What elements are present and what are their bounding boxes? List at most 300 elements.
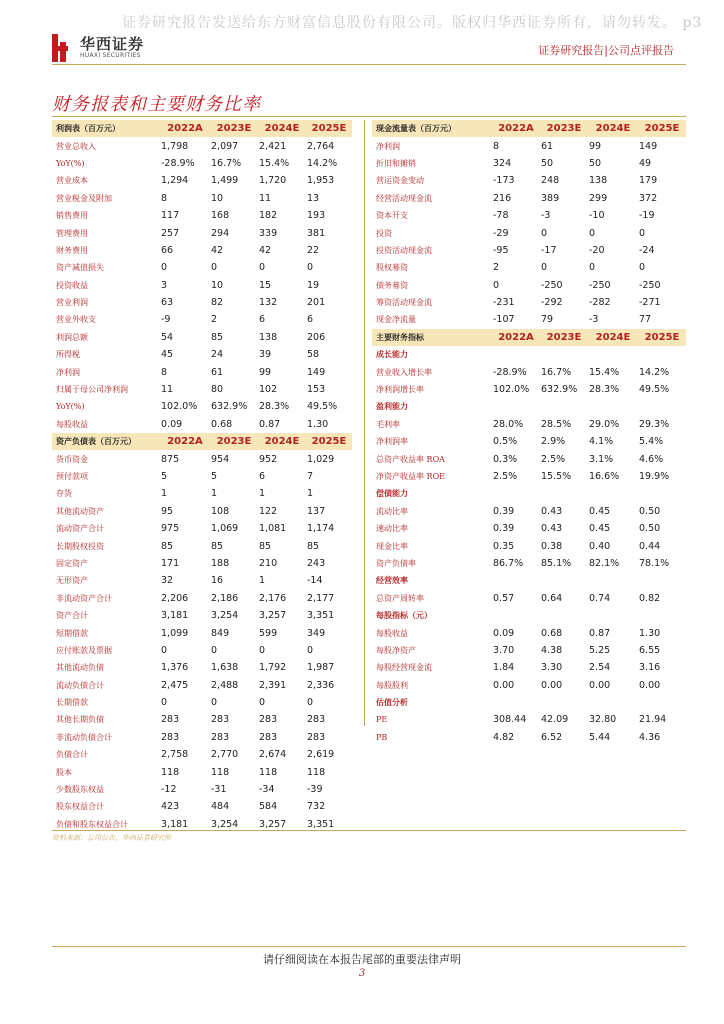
row-value: 28.5%	[541, 418, 572, 430]
row-value: 632.9%	[211, 401, 248, 413]
row-value: 0.09	[161, 418, 183, 430]
table-row	[372, 468, 686, 485]
table-row	[52, 763, 352, 780]
year-header: 2025E	[638, 120, 686, 137]
row-value: 85	[211, 331, 224, 343]
row-value: 210	[259, 557, 278, 569]
row-value: 1,069	[211, 523, 239, 535]
row-value: 0	[307, 697, 314, 709]
row-value: 283	[211, 714, 230, 726]
row-value: 188	[211, 557, 230, 569]
row-value: 0	[161, 644, 168, 656]
row-value: 14.2%	[639, 366, 670, 378]
table-row	[52, 607, 352, 624]
year-header: 2024E	[258, 120, 306, 137]
row-value: 193	[307, 210, 326, 222]
row-value: -12	[161, 784, 177, 796]
row-value: 28.0%	[493, 418, 524, 430]
year-header: 2024E	[588, 329, 638, 346]
table-row	[52, 503, 352, 520]
row-value: 283	[211, 731, 230, 743]
table-row	[372, 259, 686, 276]
category-label: 偿债能力	[376, 488, 408, 499]
row-label: 其他流动负债	[56, 663, 104, 673]
row-value: 1	[161, 488, 168, 500]
row-value: 2,206	[161, 592, 189, 604]
row-label: 总资产周转率	[376, 593, 424, 603]
row-value: 19.9%	[639, 471, 670, 482]
row-value: 85	[161, 540, 174, 552]
row-label: 资产负债率	[376, 558, 416, 568]
row-value: 0	[639, 262, 646, 274]
year-header: 2022A	[160, 433, 210, 450]
row-value: 1,376	[161, 662, 189, 674]
row-value: 732	[307, 801, 326, 813]
row-value: 339	[259, 227, 278, 239]
row-value: 206	[307, 331, 326, 343]
row-value: 4.36	[639, 731, 661, 743]
category-row	[372, 694, 686, 711]
row-label: 流动比率	[376, 506, 408, 516]
row-value: 381	[307, 227, 326, 239]
row-value: 49.5%	[639, 384, 670, 396]
row-value: 6	[307, 314, 314, 326]
row-value: 3,257	[259, 818, 287, 830]
table-section-title: 利润表（百万元）	[52, 120, 160, 137]
row-label: 资产减值损失	[56, 263, 104, 273]
category-row	[372, 485, 686, 502]
row-value: 182	[259, 210, 278, 222]
row-value: -17	[541, 244, 557, 256]
table-row	[52, 172, 352, 189]
row-value: 2,421	[259, 140, 287, 152]
row-value: 2,764	[307, 140, 335, 152]
row-value: 283	[161, 731, 180, 743]
row-value: 0.00	[589, 679, 611, 691]
row-label: 预付款项	[56, 472, 88, 481]
row-value: 15.4%	[259, 157, 290, 169]
row-label: 投资收益	[56, 280, 88, 290]
row-value: 5	[161, 471, 168, 482]
row-value: -3	[541, 210, 551, 222]
row-label: 固定资产	[56, 558, 88, 568]
year-header: 2023E	[540, 120, 588, 137]
row-value: 1,638	[211, 662, 239, 674]
row-label: 净利润	[56, 367, 80, 377]
row-value: 50	[541, 157, 554, 169]
row-value: 0.40	[589, 540, 611, 552]
table-bottom-divider	[52, 830, 686, 831]
category-row	[372, 607, 686, 624]
row-value: 4.1%	[589, 436, 614, 448]
row-value: 4.38	[541, 644, 563, 656]
row-value: 1,099	[161, 627, 189, 639]
table-header-row	[372, 120, 686, 137]
row-value: 1,987	[307, 662, 335, 674]
table-row	[52, 555, 352, 572]
row-label: YoY(%)	[56, 402, 85, 412]
company-logo	[52, 34, 172, 64]
table-row	[52, 277, 352, 294]
row-value: 0.39	[493, 523, 515, 535]
row-value: 58	[307, 349, 320, 361]
row-value: 63	[161, 297, 174, 309]
row-value: 1,294	[161, 175, 189, 187]
row-value: 6	[259, 314, 266, 326]
row-label: 货币资金	[56, 454, 88, 464]
category-row	[372, 572, 686, 589]
row-value: 0.00	[639, 679, 661, 691]
row-value: 16.7%	[211, 157, 242, 169]
row-value: 0.45	[589, 523, 611, 535]
row-value: 5.4%	[639, 436, 664, 448]
row-value: 294	[211, 227, 230, 239]
table-row	[372, 555, 686, 572]
row-value: 0.68	[541, 627, 563, 639]
row-value: 0	[541, 227, 548, 239]
row-value: 42	[259, 244, 272, 256]
row-value: 6.55	[639, 644, 661, 656]
row-label: 所得税	[56, 350, 80, 360]
row-value: -14	[307, 575, 323, 587]
row-value: 0	[211, 644, 218, 656]
row-value: 1	[259, 488, 266, 500]
row-value: 2.9%	[541, 436, 566, 448]
row-value: 61	[211, 366, 224, 378]
row-label: 非流动负债合计	[56, 732, 112, 742]
row-value: 153	[307, 384, 326, 396]
year-header: 2023E	[210, 120, 258, 137]
row-value: 283	[307, 731, 326, 743]
table-header-row	[52, 433, 352, 450]
table-row	[52, 659, 352, 676]
row-label: 财务费用	[56, 245, 88, 255]
table-row	[372, 416, 686, 433]
row-value: 1,499	[211, 175, 239, 187]
row-value: 201	[307, 297, 326, 309]
row-value: 1.84	[493, 662, 515, 674]
row-value: 66	[161, 244, 174, 256]
table-row	[52, 781, 352, 798]
row-value: 1,798	[161, 140, 189, 152]
row-value: 952	[259, 453, 278, 465]
row-value: 0.00	[493, 679, 515, 691]
row-value: 2,336	[307, 679, 335, 691]
row-value: 99	[589, 140, 602, 152]
row-value: 0.38	[541, 540, 563, 552]
row-value: -28.9%	[493, 366, 527, 378]
row-value: 5	[211, 471, 218, 482]
row-value: 308.44	[493, 714, 527, 726]
table-row	[52, 450, 352, 467]
category-row	[372, 346, 686, 363]
row-value: 3,254	[211, 610, 239, 622]
table-row	[372, 711, 686, 728]
row-label: 投资活动现金流	[376, 245, 432, 255]
row-value: 3,254	[211, 818, 239, 830]
row-value: 0	[307, 644, 314, 656]
row-label: 总资产收益率 ROA	[376, 454, 445, 464]
row-value: 29.0%	[589, 418, 620, 430]
row-value: 15.4%	[589, 366, 620, 378]
row-label: 净资产收益率 ROE	[376, 472, 445, 481]
row-value: 29.3%	[639, 418, 670, 430]
row-value: 50	[589, 157, 602, 169]
row-value: -29	[493, 227, 509, 239]
table-row	[52, 624, 352, 641]
row-value: 2.5%	[493, 471, 518, 482]
row-value: 0	[589, 262, 596, 274]
row-value: 85	[211, 540, 224, 552]
row-value: 0.50	[639, 505, 661, 517]
row-value: 19	[307, 279, 320, 291]
row-value: 3,351	[307, 610, 335, 622]
row-value: 3.30	[541, 662, 563, 674]
row-value: 54	[161, 331, 174, 343]
header-divider	[52, 64, 686, 65]
table-row	[52, 294, 352, 311]
row-label: 非流动资产合计	[56, 593, 112, 603]
row-label: 每股收益	[376, 628, 408, 638]
row-value: 1	[307, 488, 314, 500]
row-value: 32	[161, 575, 174, 587]
income-and-balance-table	[52, 120, 352, 833]
row-label: 资本开支	[376, 211, 408, 221]
row-label: 利润总额	[56, 332, 88, 342]
row-value: 1,081	[259, 523, 287, 535]
row-value: 2	[211, 314, 218, 326]
row-value: -24	[639, 244, 655, 256]
row-value: 22	[307, 244, 320, 256]
row-label: 每股经营现金流	[376, 663, 432, 673]
row-label: 折旧和摊销	[376, 158, 416, 168]
row-label: PB	[376, 732, 388, 742]
table-row	[52, 520, 352, 537]
row-value: 3,351	[307, 818, 335, 830]
title-divider	[52, 116, 686, 117]
row-label: 销售费用	[56, 211, 88, 221]
row-label: 流动负债合计	[56, 680, 104, 690]
row-value: 1,720	[259, 175, 287, 187]
row-label: 营业外收支	[56, 315, 96, 325]
row-label: 营业利润	[56, 298, 88, 308]
row-value: 5.25	[589, 644, 611, 656]
row-value: 85.1%	[541, 557, 572, 569]
table-row	[52, 137, 352, 154]
row-value: 0.39	[493, 505, 515, 517]
row-value: 599	[259, 627, 278, 639]
legal-notice: 请仔细阅读在本报告尾部的重要法律声明	[263, 953, 461, 966]
table-row	[372, 450, 686, 467]
row-value: 16	[211, 575, 224, 587]
row-value: 132	[259, 297, 278, 309]
page-number: 3	[358, 968, 366, 979]
row-value: 954	[211, 453, 230, 465]
row-label: 现金比率	[376, 541, 408, 551]
row-value: 0.00	[541, 679, 563, 691]
row-value: 2,186	[211, 592, 239, 604]
row-value: 2,770	[211, 749, 239, 761]
row-value: 0	[639, 227, 646, 239]
row-value: 0	[161, 697, 168, 709]
table-row	[372, 590, 686, 607]
year-header: 2023E	[210, 433, 258, 450]
table-section-title: 资产负债表（百万元）	[52, 433, 160, 450]
row-value: 86.7%	[493, 557, 524, 569]
category-row	[372, 398, 686, 415]
row-value: -250	[639, 279, 661, 291]
row-value: 8	[161, 366, 168, 378]
row-value: -31	[211, 784, 227, 796]
row-value: 283	[161, 714, 180, 726]
table-header-row	[52, 120, 352, 137]
row-value: -3	[589, 314, 599, 326]
table-header-row	[372, 329, 686, 346]
row-value: -19	[639, 210, 655, 222]
table-row	[372, 729, 686, 746]
row-value: 299	[589, 192, 608, 204]
table-row	[372, 503, 686, 520]
row-value: 0.74	[589, 592, 611, 604]
row-value: 42	[211, 244, 224, 256]
column-divider	[364, 120, 365, 726]
row-value: 42.09	[541, 714, 569, 726]
table-row	[372, 155, 686, 172]
row-value: 28.3%	[259, 401, 290, 413]
row-value: 99	[259, 366, 272, 378]
table-row	[52, 155, 352, 172]
row-value: 6.52	[541, 731, 563, 743]
row-label: YoY(%)	[56, 158, 85, 168]
table-row	[52, 363, 352, 380]
row-value: 0.43	[541, 505, 563, 517]
row-value: 108	[211, 505, 230, 517]
row-value: 2,674	[259, 749, 287, 761]
row-label: 营业税金及附加	[56, 193, 112, 203]
table-row	[372, 433, 686, 450]
row-value: 3.1%	[589, 453, 614, 465]
year-header: 2025E	[306, 433, 352, 450]
row-value: -20	[589, 244, 605, 256]
row-label: 营运资金变动	[376, 176, 424, 186]
row-value: 2,475	[161, 679, 189, 691]
row-value: 0.50	[639, 523, 661, 535]
row-value: 0.44	[639, 540, 661, 552]
category-label: 经营效率	[376, 575, 408, 586]
row-label: 速动比率	[376, 524, 408, 534]
row-value: 1.30	[307, 418, 329, 430]
row-value: 11	[161, 384, 174, 396]
row-value: 82	[211, 297, 224, 309]
row-value: 3.16	[639, 662, 661, 674]
row-value: 32.80	[589, 714, 617, 726]
row-value: 118	[211, 766, 230, 778]
table-row	[52, 642, 352, 659]
table-row	[52, 677, 352, 694]
row-label: 长期股权投资	[56, 541, 104, 551]
row-value: 5.44	[589, 731, 611, 743]
row-value: 16.6%	[589, 471, 620, 482]
row-label: 筹资活动现金流	[376, 298, 432, 308]
row-value: 283	[259, 714, 278, 726]
row-value: -34	[259, 784, 275, 796]
table-row	[372, 172, 686, 189]
row-value: 11	[259, 192, 272, 204]
row-value: 138	[589, 175, 608, 187]
table-row	[52, 468, 352, 485]
table-row	[52, 190, 352, 207]
row-value: 117	[161, 210, 180, 222]
table-section-title: 现金流量表（百万元）	[372, 120, 492, 137]
row-label: PE	[376, 715, 388, 725]
table-row	[372, 659, 686, 676]
row-label: 应付账款及票据	[56, 645, 112, 655]
row-label: 净利润	[376, 141, 400, 151]
logo-chinese-name: 华西证券	[80, 35, 145, 53]
row-value: 118	[259, 766, 278, 778]
row-label: 经营活动现金流	[376, 193, 432, 203]
table-row	[372, 294, 686, 311]
row-value: 16.7%	[541, 366, 572, 378]
row-value: 21.94	[639, 714, 667, 726]
row-value: 0	[161, 262, 168, 274]
row-value: 423	[161, 801, 180, 813]
row-label: 股东权益合计	[56, 802, 104, 812]
row-value: 79	[541, 314, 554, 326]
row-value: 0	[493, 279, 500, 291]
row-value: 15.5%	[541, 471, 572, 482]
table-row	[372, 277, 686, 294]
row-value: 632.9%	[541, 384, 578, 396]
year-header: 2023E	[540, 329, 588, 346]
row-value: -173	[493, 175, 515, 187]
row-value: 875	[161, 453, 180, 465]
row-value: 149	[307, 366, 326, 378]
row-value: 2,488	[211, 679, 239, 691]
row-value: 102.0%	[161, 401, 198, 413]
row-label: 营业总收入	[56, 141, 96, 151]
row-value: 137	[307, 505, 326, 517]
row-value: -282	[589, 297, 611, 309]
row-value: 2,176	[259, 592, 287, 604]
row-value: 24	[211, 349, 224, 361]
row-value: 484	[211, 801, 230, 813]
row-label: 每股股利	[376, 680, 408, 690]
row-value: -9	[161, 314, 171, 326]
row-value: 584	[259, 801, 278, 813]
row-value: 0.35	[493, 540, 515, 552]
table-row	[52, 224, 352, 241]
section-title: 财务报表和主要财务比率	[52, 94, 261, 115]
table-row	[372, 311, 686, 328]
row-value: 0.87	[259, 418, 281, 430]
row-value: 0	[541, 262, 548, 274]
row-value: 2,177	[307, 592, 335, 604]
year-header: 2024E	[588, 120, 638, 137]
category-label: 盈利能力	[376, 401, 408, 412]
row-label: 债务募资	[376, 280, 408, 290]
row-label: 负债合计	[56, 750, 88, 760]
row-value: 2,391	[259, 679, 287, 691]
row-value: 0.3%	[493, 453, 518, 465]
table-row	[52, 590, 352, 607]
table-row	[372, 363, 686, 380]
row-value: 7	[307, 471, 314, 482]
row-value: 118	[161, 766, 180, 778]
row-value: 45	[161, 349, 174, 361]
row-value: 2,758	[161, 749, 189, 761]
row-value: 0	[211, 262, 218, 274]
